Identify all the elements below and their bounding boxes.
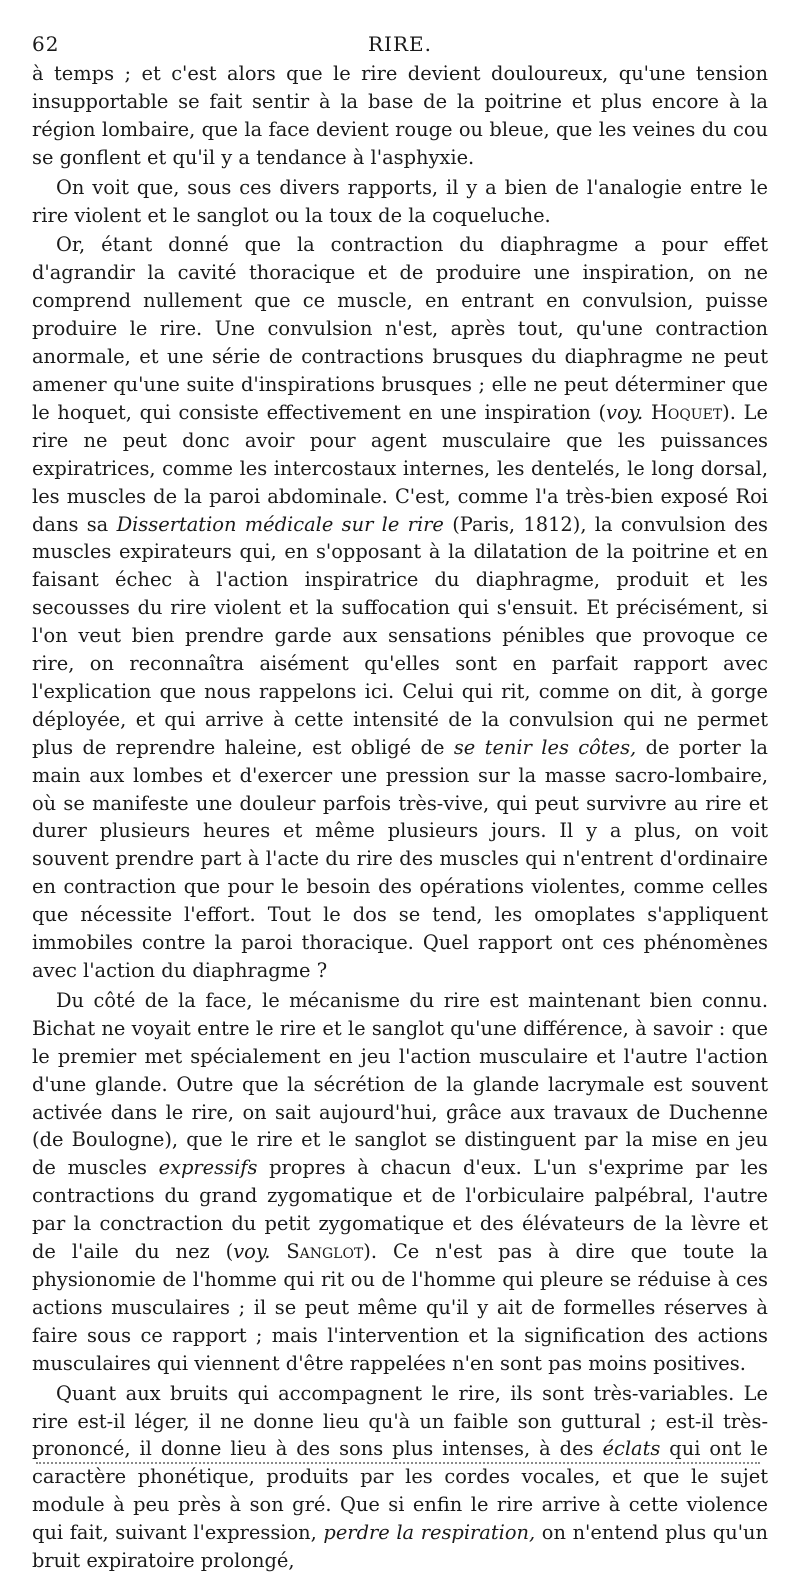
text-run: on n'entend plus qu'un bruit expiratoire prolongé, — [32, 1521, 769, 1573]
text-run — [643, 401, 651, 424]
text-run: ). Le rire ne peut donc avoir pour agent musculaire que les puissances expiratrices, comme les intercostaux internes, les dentelés, le long dorsal, les muscles de la paroi abdominale. C'est, comme l'a très-bien exposé Roi dans sa — [32, 400, 768, 536]
running-head — [32, 20, 768, 60]
paragraph — [32, 987, 768, 1378]
italic-text: éclats — [602, 1437, 661, 1461]
body-text — [32, 60, 768, 1575]
cross-reference: Sanglot — [286, 1240, 364, 1264]
text-run: propres à chacun d'eux. L'un s'exprime par les contractions du grand zygomatique et de l'orbiculaire palpébral, l'autre par la conctraction du petit zygomatique et des élévateurs de la lèvre et de l'aile du nez ( — [32, 1156, 768, 1264]
footer-dotted-rule — [36, 1462, 760, 1464]
italic-text: voy. — [606, 400, 644, 424]
text-run: Du côté de la face, le mécanisme du rire est maintenant bien connu. Bichat ne voyait entre le rire et le sanglot qu'une différence, à savoir : que le premier met spécialement en jeu l'action musculaire et l'autre l'action d'une glande. Outre que la sécrétion de la glande lacrymale est souvent activée dans le rire, on sait aujourd'hui, grâce aux travaux de Duchenne (de Boulogne), que le rire et le sanglot se distinguent par la mise en jeu de muscles — [32, 988, 768, 1180]
text-run: à temps ; et c'est alors que le rire devient douloureux, qu'une tension insupportable se fait sentir à la base de la poitrine et plus encore à la région lombaire, que la face devient rouge ou bleue, que les veines du cou se gonflent et qu'il y a tendance à l'asphyxie. — [32, 62, 768, 169]
italic-text: voy. — [233, 1240, 271, 1264]
book-page — [32, 20, 768, 1575]
paragraph — [32, 60, 768, 172]
text-run: ). Ce n'est pas à dire que toute la physionomie de l'homme qui rit ou de l'homme qui pleure se réduise à ces actions musculaires ; il se peut même qu'il y ait de formelles réserves à faire sous ce rapport ; mais l'intervention et la signification des actions musculaires qui viennent d'être rappelées n'en sont pas moins positives. — [32, 1240, 768, 1375]
italic-text: perdre la respiration, — [323, 1521, 536, 1545]
text-run — [270, 1240, 286, 1263]
paragraph — [32, 1380, 768, 1575]
page-number: 62 — [32, 32, 60, 56]
cross-reference: Hoquet — [650, 400, 723, 424]
italic-text: expressifs — [158, 1156, 258, 1180]
italic-text: Dissertation médicale sur le rire — [116, 512, 444, 536]
text-run: Quant aux bruits qui accompagnent le rire, ils sont très-variables. Le rire est-il léger, il ne donne lieu qu'à un faible son guttural ; est-il très-prononcé, il donne lieu à des sons plus intenses, à des — [32, 1381, 768, 1461]
text-run: qui ont le caractère phonétique, produits par les cordes vocales, et que le sujet module à peu près à son gré. Que si enfin le rire arrive à cette violence qui fait, suivant l'expression, — [32, 1437, 768, 1545]
text-run: (Paris, 1812), la convulsion des muscles expirateurs qui, en s'opposant à la dilatation de la poitrine et en faisant échec à l'action inspiratrice du diaphragme, produit et les secousses du rire violent et la suffocation qui s'ensuit. Et précisément, si l'on veut bien prendre garde aux sensations pénibles que provoque ce rire, on reconnaîtra aisément qu'elles sont en parfait rapport avec l'explication que nous rappelons ici. Celui qui rit, comme on dit, à gorge déployée, et qui arrive à cette intensité de la convulsion qui ne permet plus de reprendre haleine, est obligé de — [32, 512, 768, 759]
italic-text: se tenir les côtes, — [453, 735, 637, 759]
text-run: Or, étant donné que la contraction du diaphragme a pour effet d'agrandir la cavité thoracique et de produire une inspiration, on ne comprend nullement que ce muscle, en entrant en convulsion, puisse produire le rire. Une convulsion n'est, après tout, qu'une contraction anormale, et une série de contractions brusques du diaphragme ne peut amener qu'une suite d'inspirations brusques ; elle ne peut déterminer que le hoquet, qui consiste effectivement en une inspiration ( — [32, 233, 768, 424]
paragraph — [32, 231, 768, 984]
page-heading: RIRE. — [368, 32, 432, 56]
paragraph — [32, 174, 768, 230]
text-run: On voit que, sous ces divers rapports, il y a bien de l'analogie entre le rire violent et le sanglot ou la toux de la coqueluche. — [32, 175, 768, 227]
text-run: de porter la main aux lombes et d'exercer une pression sur la masse sacro-lombaire, où se manifeste une douleur parfois très-vive, qui peut survivre au rire et durer plusieurs heures et même plusieurs jours. Il y a plus, on voit souvent prendre part à l'acte du rire des muscles qui n'entrent d'ordinaire en contraction que pour le besoin des opérations violentes, comme celles que nécessite l'effort. Tout le dos se tend, les omoplates s'appliquent immobiles contre la paroi thoracique. Quel rapport ont ces phénomènes avec l'action du diaphragme ? — [32, 735, 768, 982]
